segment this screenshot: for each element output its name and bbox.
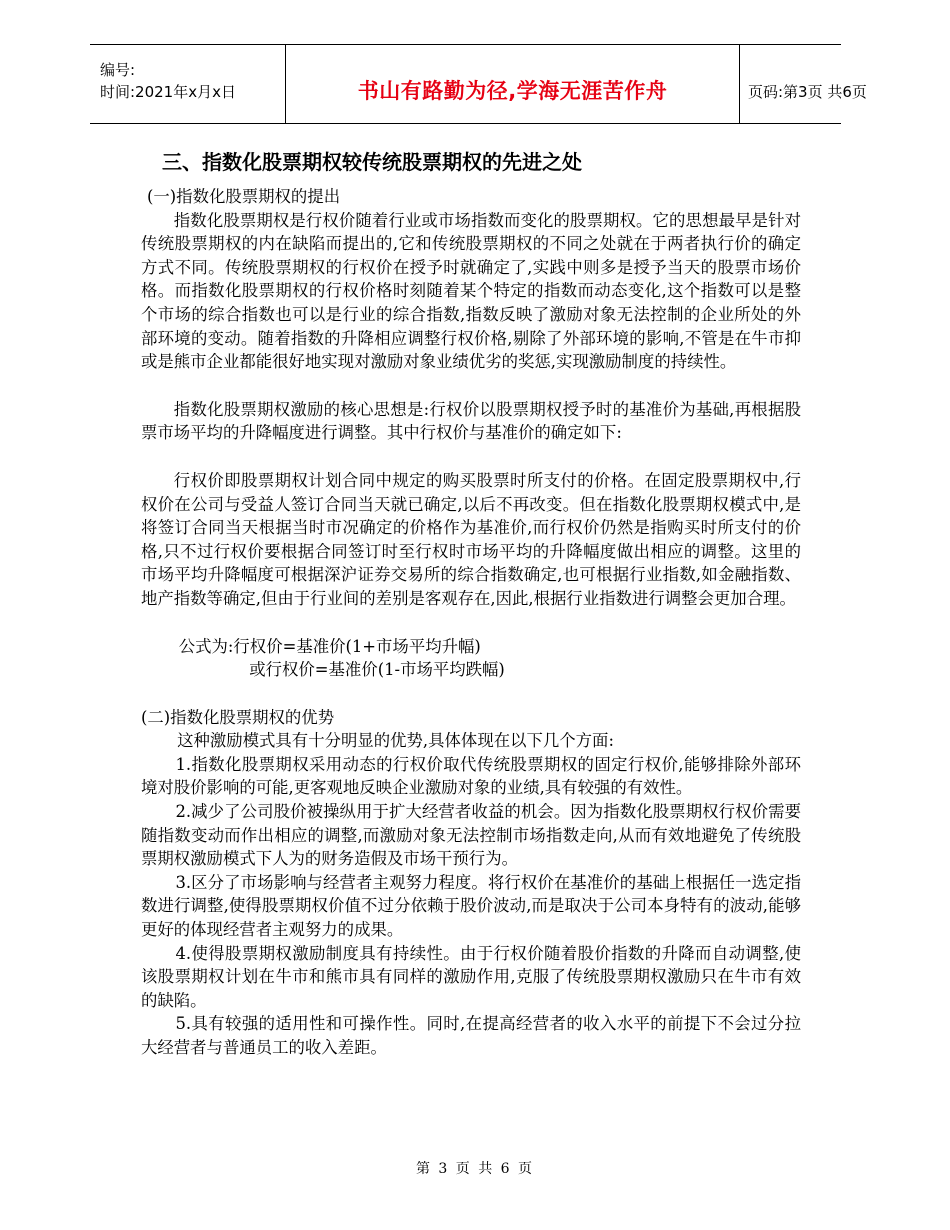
spacer	[141, 374, 801, 398]
header-motto-cell	[285, 45, 740, 123]
paragraph-2: 指数化股票期权激励的核心思想是:行权价以股票期权授予时的基准价为基础,再根据股票市场平均的升降幅度进行调整。其中行权价与基准价的确定如下:	[141, 399, 801, 443]
list-item: 5.具有较强的适用性和可操作性。同时,在提高经营者的收入水平的前提下不会过分拉大经营者与普通员工的收入差距。	[141, 1014, 801, 1057]
spacer	[141, 611, 801, 635]
header-table	[90, 44, 867, 124]
header-page-cell	[740, 45, 867, 123]
formula-1: 公式为:行权价=基准价(1+市场平均升幅)	[178, 636, 481, 656]
list-item: 2.减少了公司股价被操纵用于扩大经营者收益的机会。因为指数化股票期权行权价需要随指数变动而作出相应的调整,而激励对象无法控制市场指数走向,从而有效地避免了传统股票期权激励模式下人为的财务造假及市场干预行为。	[141, 802, 801, 869]
page-info: 页码:第3页 共6页	[748, 83, 867, 101]
motto: 书山有路勤为径,学海无涯苦作舟	[357, 79, 668, 103]
list-item: 4.使得股票期权激励制度具有持续性。由于行权价随着股价指数的升降而自动调整,使该股票期权计划在牛市和熊市具有同样的激励作用,克服了传统股票期权激励只在牛市有效的缺陷。	[141, 943, 801, 1010]
paragraph-3: 行权价即股票期权计划合同中规定的购买股票时所支付的价格。在固定股票期权中,行权价在公司与受益人签订合同当天就已确定,以后不再改变。但在指数化股票期权模式中,是将签订合同当天根据当时市况确定的价格作为基准价,而行权价仍然是指购买时所支付的价格,只不过行权价要根据合同签订时至行权时市场平均的升降幅度做出相应的调整。这里的市场平均升降幅度可根据深沪证券交易所的综合指数确定,也可根据行业指数,如金融指数、地产指数等确定,但由于行业间的差别是客观存在,因此,根据行业指数进行调整会更加合理。	[141, 470, 801, 608]
doc-time-label: 时间:2021年x月x日	[100, 83, 236, 101]
page-footer: 第 3 页 共 6 页	[415, 1161, 535, 1177]
list-item: 3.区分了市场影响与经营者主观努力程度。将行权价在基准价的基础上根据任一选定指数进行调整,使得股票期权价值不过分依赖于股价波动,而是取决于公司本身特有的波动,能够更好的体现经营者主观努力的成果。	[141, 872, 801, 940]
paragraph-4: 这种激励模式具有十分明显的优势,具体体现在以下几个方面:	[177, 731, 614, 751]
section-title: 三、指数化股票期权较传统股票期权的先进之处	[162, 150, 582, 174]
formula-2: 或行权价=基准价(1-市场平均跌幅)	[249, 660, 505, 680]
doc-number-label: 编号:	[100, 61, 136, 79]
paragraph-1: 指数化股票期权是行权价随着行业或市场指数而变化的股票期权。它的思想最早是针对传统股票期权的内在缺陷而提出的,它和传统股票期权的不同之处就在于两者执行价的确定方式不同。传统股票期权的行权价在授予时就确定了,实践中则多是授予当天的股票市场价格。而指数化股票期权的行权价格时刻随着某个特定的指数而动态变化,这个指数可以是整个市场的综合指数也可以是行业的综合指数,指数反映了激励对象无法控制的企业所处的外部环境的变动。随着指数的升降相应调整行权价格,剔除了外部环境的影响,不管是在牛市抑或是熊市企业都能很好地实现对激励对象业绩优劣的奖惩,实现激励制度的持续性。	[141, 210, 801, 372]
header-meta	[90, 45, 285, 123]
subheading-2: (二)指数化股票期权的优势	[141, 707, 335, 727]
spacer	[141, 445, 801, 469]
list-item: 1.指数化股票期权采用动态的行权价取代传统股票期权的固定行权价,能够排除外部环境对股价影响的可能,更客观地反映企业激励对象的业绩,具有较强的有效性。	[141, 754, 801, 798]
subheading-1: (一)指数化股票期权的提出	[147, 187, 341, 206]
document-body	[141, 185, 801, 1060]
spacer	[141, 682, 801, 706]
